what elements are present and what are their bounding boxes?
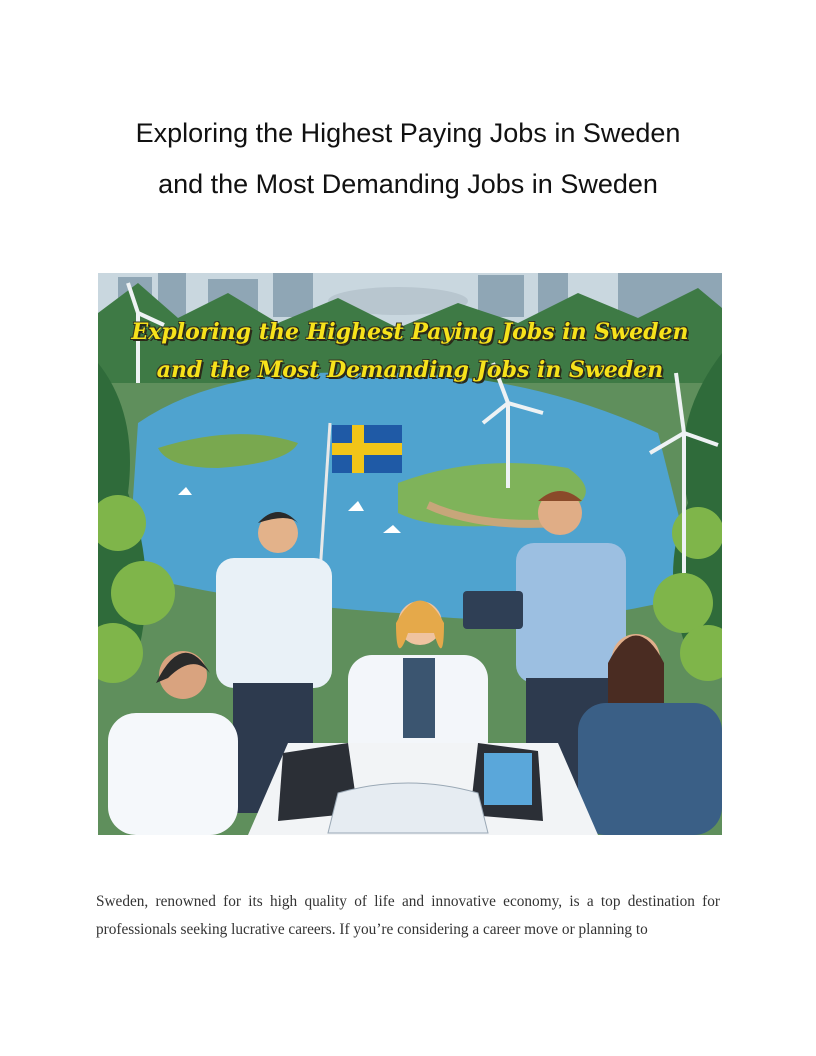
page-title-line-2: and the Most Demanding Jobs in Sweden (158, 169, 658, 199)
page-title (0, 108, 816, 210)
hero-caption-line-1: Exploring the Highest Paying Jobs in Sweden (131, 319, 689, 345)
open-book (328, 783, 488, 833)
page-title-line-1: Exploring the Highest Paying Jobs in Sweden (135, 118, 681, 148)
swedish-flag-icon (332, 425, 402, 473)
hero-caption-line-2: and the Most Demanding Jobs in Sweden (156, 357, 664, 383)
hero-illustration (98, 273, 722, 835)
body-paragraph: Sweden, renowned for its high quality of life and innovative economy, is a top destination for professionals seeking lucrative careers. If you’re considering a career move or planning to (96, 893, 720, 938)
